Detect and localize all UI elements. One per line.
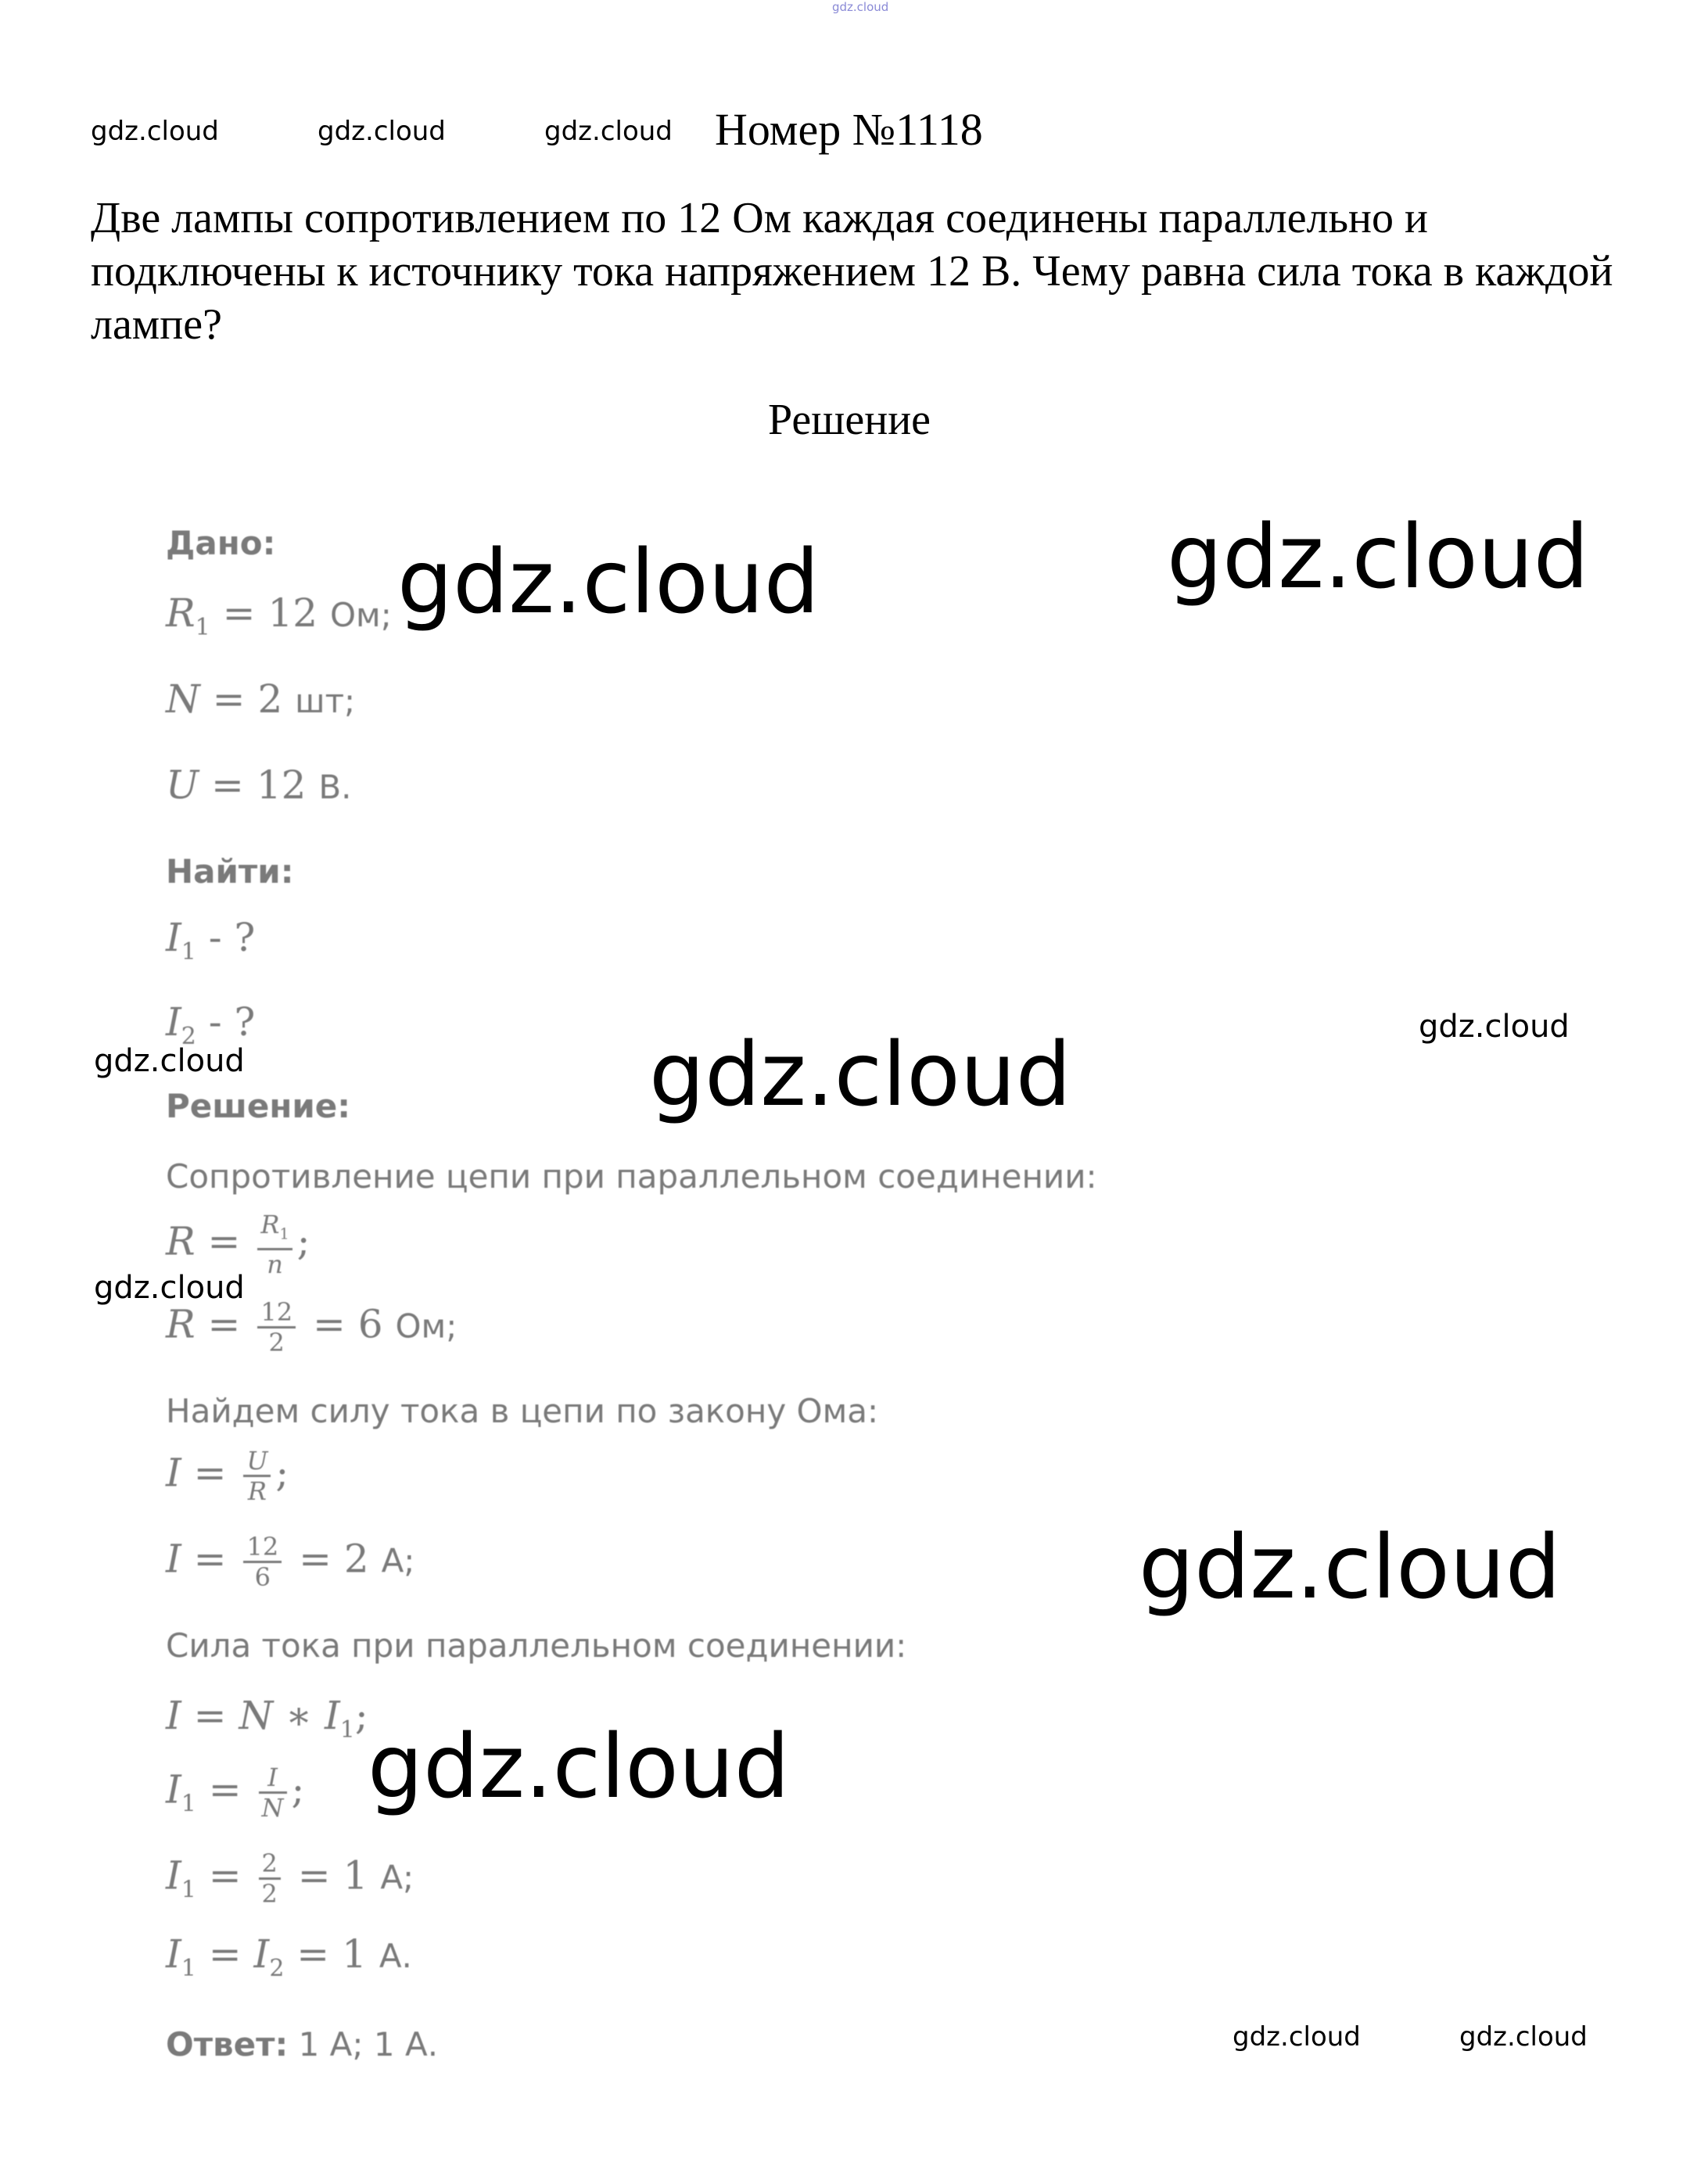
i-calc-num: 12 — [243, 1533, 282, 1563]
formula-i-general: I = $\frac{U}{R}$ ; — [166, 1446, 289, 1506]
watermark: gdz.cloud — [544, 116, 673, 147]
r-calc-result: 6 — [357, 1301, 383, 1347]
watermark: gdz.cloud — [649, 1024, 1071, 1126]
given-n: N = 2 шт; — [166, 676, 356, 722]
formula-final: $I_1 = I_2 = 1$ А. — [166, 1931, 412, 1982]
given-n-value: 2 — [257, 676, 283, 722]
watermark-top: gdz.cloud — [832, 0, 889, 14]
step2-text: Найдем силу тока в цепи по закону Ома: — [166, 1392, 879, 1430]
formula-i1-calc: $I_1$ = $\frac{2}{2}$ = 1 А; — [166, 1848, 414, 1909]
given-u-unit: В. — [318, 768, 352, 806]
find-i2-text: - ? — [208, 999, 256, 1045]
watermark: gdz.cloud — [318, 116, 446, 147]
watermark: gdz.cloud — [94, 1270, 245, 1306]
solution-heading: Решение — [768, 396, 931, 444]
solution-label: Решение: — [166, 1087, 351, 1125]
r-calc-unit: Ом; — [395, 1307, 458, 1346]
i-calc-unit: А; — [381, 1541, 415, 1580]
given-n-unit: шт; — [295, 682, 356, 720]
final-result: 1 — [342, 1931, 367, 1977]
given-r1: $R_1 = 12$ Ом; — [166, 590, 392, 641]
watermark: gdz.cloud — [94, 1043, 245, 1079]
problem-text: Две лампы сопротивлением по 12 Ом каждая соединены параллельно и подключены к источнику тока напряжением 12 В. Чему равна сила тока в каждой лампе? — [91, 194, 1613, 349]
given-r1-unit: Ом; — [329, 596, 392, 634]
watermark: gdz.cloud — [397, 532, 820, 633]
watermark: gdz.cloud — [91, 116, 219, 147]
given-label: Дано: — [166, 524, 276, 562]
answer-value: 1 А; 1 А. — [298, 2025, 439, 2064]
i1-calc-den: 2 — [261, 1879, 278, 1909]
i1-calc-unit: А; — [380, 1858, 414, 1897]
step3-text: Сила тока при параллельном соединении: — [166, 1626, 907, 1665]
answer — [166, 2025, 438, 2064]
watermark: gdz.cloud — [368, 1716, 790, 1818]
find-label: Найти: — [166, 852, 294, 891]
watermark: gdz.cloud — [1139, 1517, 1561, 1619]
watermark: gdz.cloud — [1233, 2021, 1361, 2053]
watermark: gdz.cloud — [1419, 1009, 1570, 1045]
given-r1-value: 12 — [267, 590, 318, 636]
final-unit: А. — [379, 1937, 412, 1975]
find-i2: $I_2$ - ? — [166, 999, 256, 1050]
formula-i-calc: I = $\frac{12}{6}$ = 2 А; — [166, 1532, 415, 1592]
r-calc-num: 12 — [257, 1298, 296, 1329]
given-u-value: 12 — [256, 762, 307, 808]
formula-i-n: I = N ∗ $I_1$; — [166, 1693, 368, 1744]
formula-r-general: R = $\frac{R_1}{n}$ ; — [166, 1210, 310, 1280]
step1-text: Сопротивление цепи при параллельном соединении: — [166, 1157, 1097, 1196]
r-calc-den: 2 — [268, 1328, 285, 1357]
watermark: gdz.cloud — [1167, 507, 1589, 608]
find-i1: $I_1$ - ? — [166, 915, 256, 966]
i1-calc-result: 1 — [343, 1852, 368, 1899]
answer-label: Ответ: — [166, 2025, 289, 2064]
i-calc-result: 2 — [343, 1536, 369, 1582]
formula-r-calc: R = $\frac{12}{2}$ = 6 Ом; — [166, 1297, 458, 1357]
watermark: gdz.cloud — [1459, 2021, 1588, 2053]
i-calc-den: 6 — [254, 1562, 271, 1592]
formula-i1-general: $I_1$ = $\frac{I}{N}$ ; — [166, 1762, 305, 1823]
find-i1-text: - ? — [208, 915, 256, 960]
given-u: U = 12 В. — [166, 762, 352, 808]
page-title: Номер №1118 — [715, 104, 983, 155]
i1-calc-num: 2 — [259, 1849, 281, 1880]
